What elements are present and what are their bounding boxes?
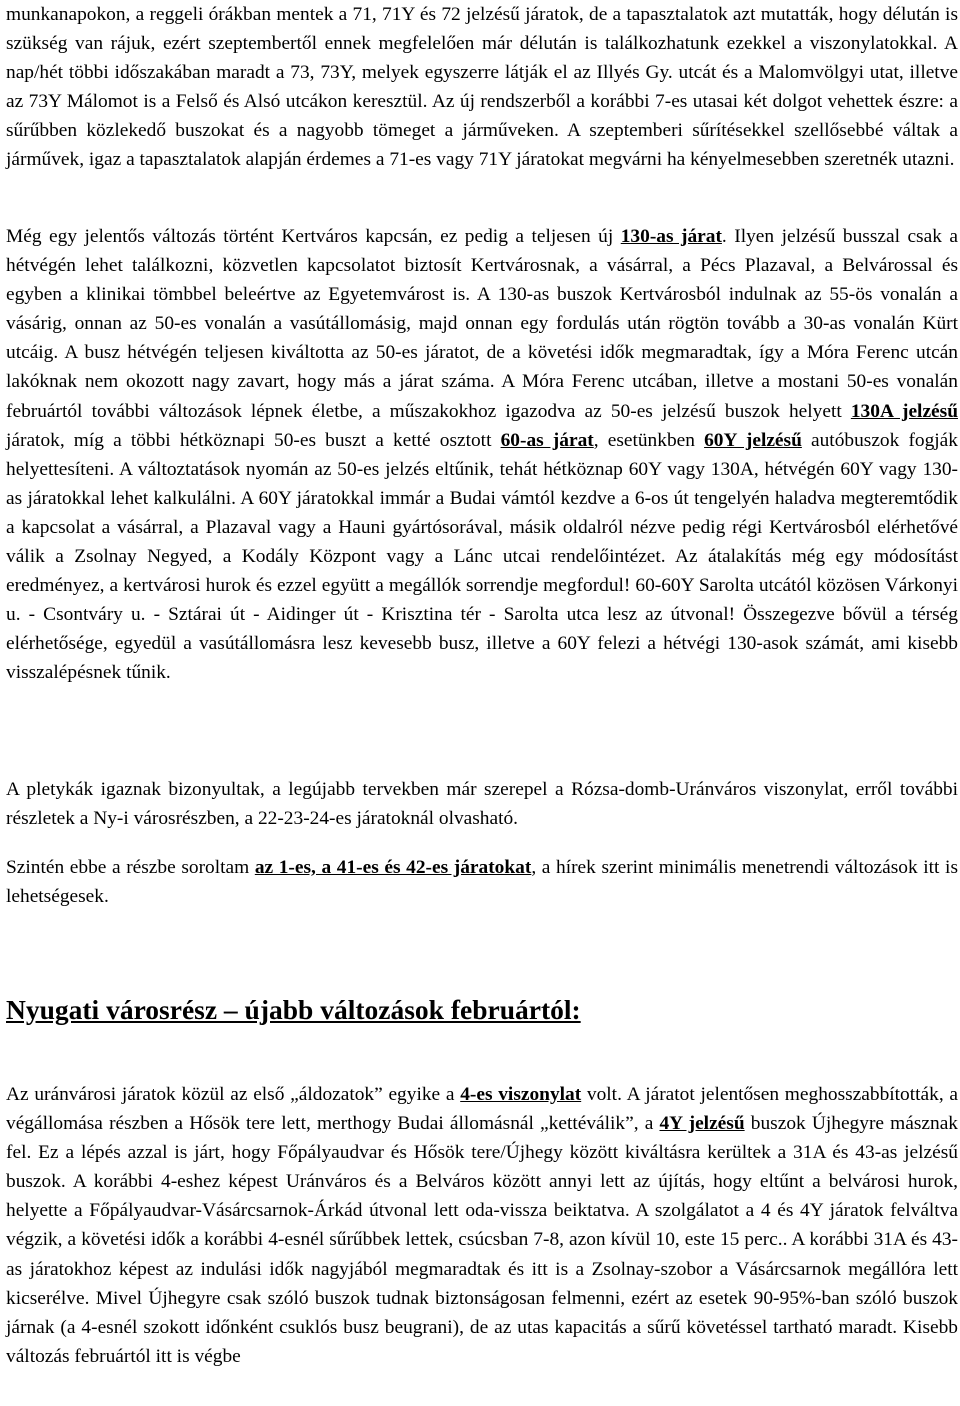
paragraph-text: járatok, míg a többi hétköznapi 50-es buszt a ketté osztott	[6, 429, 501, 451]
paragraph-text: . Ilyen jelzésű busszal csak a hétvégén lehet találkozni, közvetlen kapcsolatot biztosít Kertvárosnak, a vásárral, a Pécs Plazaval, a Belvárossal és egyben a klinikai tömbbel beleértve az Egyetemvárost is. A 130-as buszok Kertvárosból indulnak az 55-ös vonalán a vásárig, onnan az 50-es vonalán a vasútállomásig, majd onnan egy fordulás után rögtön tovább a 30-as vonalán Kürt utcáig. A busz hétvégén teljesen kiváltotta az 50-es járatot, de a követési idők megmaradtak, így a Móra Ferenc utcán lakóknak nem okozott nagy zavart, hogy más a járat száma. A Móra Ferenc utcában, illetve a mostani 50-es vonalán februártól további változások lépnek életbe, a műszakokhoz igazodva az 50-es jelzésű buszok helyett	[6, 226, 958, 422]
paragraph-text: Az uránvárosi járatok közül az első „áldozatok” egyike a	[6, 1084, 461, 1105]
route-130a-link[interactable]: 130A jelzésű	[850, 400, 958, 422]
paragraph-text: Szintén ebbe a részbe soroltam	[6, 857, 255, 878]
section-heading-nyugati: Nyugati városrész – újabb változások februártól:	[6, 994, 581, 1025]
paragraph-rozsa-domb	[6, 775, 958, 833]
routes-1-41-42-link[interactable]: az 1-es, a 41-es és 42-es járatokat	[254, 857, 532, 878]
paragraph-text: , esetünkben	[593, 429, 705, 451]
route-60y-link[interactable]: 60Y jelzésű	[704, 429, 802, 451]
paragraph-text: A pletykák igaznak bizonyultak, a legújabb tervekben már szerepel a Rózsa-domb-Uránváros viszonylat, erről további részletek a Ny-i városrészben, a 22-23-24-es járatoknál olvasható.	[6, 779, 958, 830]
paragraph-text: autóbuszok fogják helyettesíteni. A változtatások nyomán az 50-es jelzés eltűnik, tehát hétköznap 60Y vagy 130A, hétvégén 60Y vagy 130-as járatokkal lehet kalkulálni. A 60Y járatokkal immár a Budai vámtól kezdve a 6-os út tengelyén haladva megteremtődik a kapcsolat a vásárral, a Plazaval vagy a Hauni gyártósorával, másik oldalról nézve pedig régi Kertvárosból elérhetővé válik a Zsolnay Negyed, a Kodály Központ vagy a Lánc utcai rendelőintézet. Az átalakítás még egy módosítást eredményez, a kertvárosi hurok és ezzel együtt a megállók sorrendje megfordul! 60-60Y Sarolta utcától közösen Várkonyi u. - Csontváry u. - Sztárai út - Aidinger út - Krisztina tér - Sarolta utca lesz az útvonal! Összegezve bővül a térség elérhetősége, egyedül a vasútállomásra lesz kevesebb busz, illetve a 60Y felezi a hétvégi 130-asok számát, ami kisebb visszalépésnek tűnik.	[6, 429, 958, 684]
paragraph-text: Még egy jelentős változás történt Kertváros kapcsán, ez pedig a teljesen új	[6, 226, 621, 247]
route-60-link[interactable]: 60-as járat	[500, 429, 594, 451]
paragraph-text: buszok Újhegyre másznak fel. Ez a lépés azzal is járt, hogy Főpályaudvar és Hősök tere/Újhegy között kiváltásra kerültek a 31A és 43-as jelzésű buszok. A korábbi 4-eshez képest Uránváros és a Belváros között annyi lett az újítás, hogy eltűnt a belvárosi hurok, helyette a Főpályaudvar-Vásárcsarnok-Árkád útvonal lett oda-vissza beiktatva. A szolgálatot a 4 és 4Y járatok felváltva végzik, a követési idők a korábbi 4-esnél sűrűbbek lettek, csúcsban 7-8, azon kívül 10, este 15 perc.. A korábbi 31A és 43-as járatokhoz képest az indulási idők nagyjából megmaradtak és itt is a Zsolnay-szobor a Vásárcsarnok megállóra lett kicserélve. Mivel Újhegyre csak szóló buszok tudnak biztonságosan felmenni, ezért az esetek 90-95%-ban szóló buszok járnak (a 4-esnél szokott időnként csuklós busz beugrani), de az utas kapacitás a sűrű követéssel tartható maradt. Kisebb változás februártól itt is végbe	[6, 1113, 959, 1367]
paragraph-130-route	[6, 222, 958, 688]
paragraph-routes-1-41-42	[6, 853, 958, 911]
route-4y-link[interactable]: 4Y jelzésű	[659, 1113, 745, 1135]
paragraph-text: munkanapokon, a reggeli órákban mentek a 71, 71Y és 72 jelzésű járatok, de a tapasztalatok azt mutatták, hogy délután is szükség van rájuk, ezért szeptembertől ennek megfelelően már délután is találkozhatunk ezekkel a viszonylatokkal. A nap/hét többi időszakában maradt a 73, 73Y, melyek egyszerre látják el az Illyés Gy. utcát és a Malomvölgyi utat, illetve az 73Y Málomot is a Felső és Alsó utcákon keresztül. Az új rendszerből a korábbi 7-es utasai két dolgot vehettek észre: a sűrűbben közlekedő buszokat és a nagyobb tömeget a járműveken. A szeptemberi sűrítésekkel szellősebbé váltak a járművek, igaz a tapasztalatok alapján érdemes a 71-es vagy 71Y járatokat megvárni ha kényelmesebben szeretnék utazni.	[6, 4, 958, 171]
paragraph-kertvaros-71-73	[6, 0, 958, 175]
route-4-link[interactable]: 4-es viszonylat	[460, 1084, 582, 1105]
paragraph-text: volt. A járatot jelentősen meghosszabbították, a végállomása részben a Hősök tere lett, merthogy Budai állomásnál „kettéválik”, a	[6, 1084, 959, 1135]
paragraph-text: , a hírek szerint minimális menetrendi változások itt is lehetségesek.	[6, 857, 958, 908]
route-130-link[interactable]: 130-as járat	[620, 226, 722, 247]
paragraph-route-4	[6, 1080, 958, 1371]
